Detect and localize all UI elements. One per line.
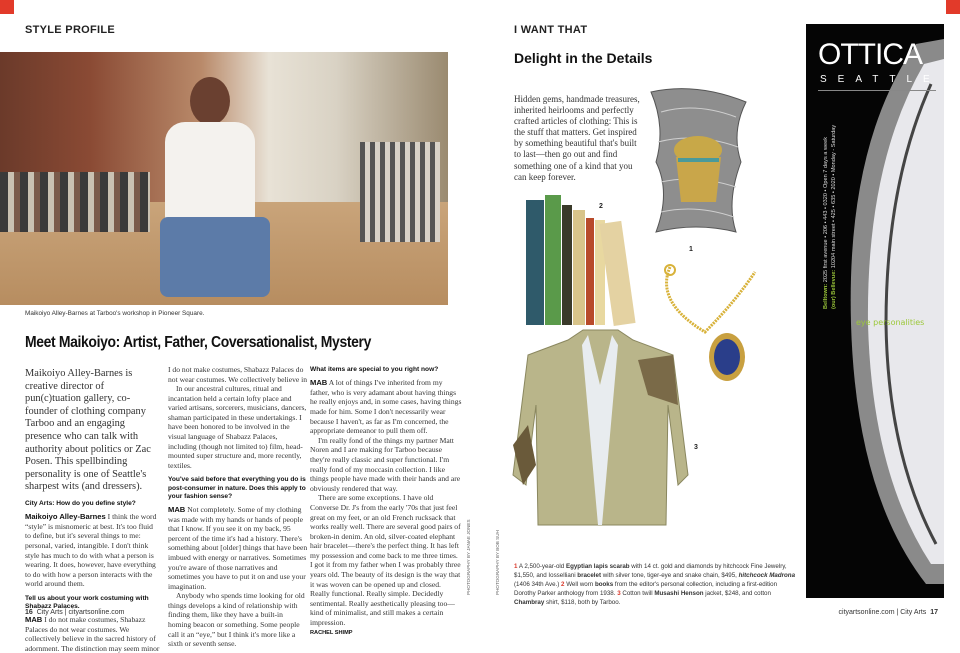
answer-text: In our ancestral cultures, ritual and incantation held a certain lofty place and varied artisans, sorcerers, musicians, dancers, shaman participated in these undertakings. I have been honored to be involved in the visual language of Shabazz Palaces, including (though not limited to) film, head-mounted super structure and, more recently, textiles.: [168, 384, 307, 470]
caption-number: 1: [514, 563, 518, 570]
caption-text: with 14 ct. gold and diamonds by hitchcock Fine Jewelry, $1,550, and Iosselliani: [514, 563, 787, 579]
page-corner-tab-right: [946, 0, 960, 14]
column-3: [310, 366, 462, 638]
answer-text: Not completely. Some of my clothing was made with my hands or hands of people that I know. If you see it on my back, 95 percent of the time it's had a history. There's something about [older] things that have been imbued with energy or narratives. Sometimes you're aware of those narratives and sometimes you have to put it on and use your imagination.: [168, 504, 308, 591]
answer-text: I'm really fond of the things my partner Matt Noren and I are making for Tarboo because they're really classic and super functional. I'm really fond of my moccasin collection. I like things people have made with their hands and are obviously rendered that way.: [310, 435, 461, 493]
page-number: 16: [25, 609, 33, 616]
answer-text-continued: I do not make costumes, Shabazz Palaces do not wear costumes. We collectively believe in: [168, 365, 308, 384]
article-headline: Meet Maikoiyo: Artist, Father, Coversationalist, Mystery: [25, 334, 372, 351]
speaker-initials: MAB: [168, 504, 186, 514]
ad-divider: [818, 90, 936, 91]
ad-location: (our) Bellevue:: [831, 269, 837, 309]
item-label-3: 3: [694, 444, 698, 451]
ad-city: SEATTLE: [820, 74, 941, 85]
caption-text: A 2,500-year-old: [517, 563, 566, 570]
caption-bold: Chambray: [514, 599, 545, 606]
feature-intro: Hidden gems, handmade treasures, inherited heirlooms and perfectly crafted articles of clothing: This is the stuff that matters. Get inspired by something beautiful that's built to last—then go out and find something one of a kind that you can keep forever.: [514, 94, 640, 182]
caption-text: with silver tone, tiger-eye and snake chain, $495,: [601, 572, 739, 579]
caption-bold: hitchcock Madrona: [738, 572, 796, 579]
answer-text: Anybody who spends time looking for old things develops a kind of relationship with finding them, like they have a built-in homing beacon or something. Some people call it an “eye,” but I think it's more like a sixth or seventh sense.: [168, 591, 305, 649]
answer-text: I think the word “style” is misnomeric at best. It's too fluid to define, but it's several things to me: personal, varied, intangible. I don't think style has much to do with what a person is wearing. It does, however, have everything to do with how a person interacts with the world around them.: [25, 512, 157, 589]
section-label: STYLE PROFILE: [25, 24, 116, 36]
ad-address: 2025 first avenue • 206 • 443 • 0320 • Open 7 days a week: [823, 136, 829, 284]
speaker-name: Maikoiyo Alley-Barnes: [25, 512, 106, 522]
caption-bold: books: [594, 581, 614, 588]
caption-bold: Egyptian lapis scarab: [565, 563, 630, 570]
caption-text: shirt, $118, both by Tarboo.: [544, 599, 621, 606]
photo-credit: PHOTOGRAPHY BY BOB SUH: [495, 530, 500, 595]
ad-location: Belltown:: [823, 283, 829, 309]
section-label: I WANT THAT: [514, 24, 588, 36]
question: Tell us about your work costuming with Shabazz Palaces.: [25, 594, 149, 611]
eyeglasses-image: [806, 24, 944, 598]
column-2: [168, 365, 308, 649]
question: What items are special to you right now?: [310, 366, 439, 373]
answer-text: There are some exceptions. I have old Converse Dr. J's from the early '70s that just feel great on my feet, or an old French rucksack that works really well. There are several good pairs of broken-in denim. An old, silver-coated elephant hair bracelet—there's the perfect thing. It has left my possession and come back to me three times. I got it from my father when I was probably three years old. The beauty of its design is the way that it was woven can be opened up and closed. Really functional. Really simple. Decidedly sentimental. Really aesthetically pleasing too—kind of minimalist, and still makes a certain impression.: [310, 493, 461, 628]
page-corner-tab-left: [0, 0, 14, 14]
caption-text: Well worn: [564, 581, 595, 588]
intro-paragraph: Maikoiyo Alley-Barnes is creative director of pun(c)tuation gallery, co-founder of clothing company Tarboo and an engaging presence who can talk with authority about politics or Zac Posen. This spellbinding personality is one of Seattle's sharpest wits (and dressers).: [25, 368, 151, 493]
footer-right: [839, 609, 938, 616]
ad-address: 10204 main street • 425 • 635 • 2020 • Monday - Saturday: [831, 124, 837, 270]
item-label-2: 2: [599, 203, 603, 210]
page-number: 17: [930, 609, 938, 616]
caption-bold: Musashi Henson: [654, 590, 704, 597]
footer-text: City Arts | cityartsonline.com: [36, 609, 125, 616]
question: You've said before that everything you do is post-consumer in nature. Does this apply to your fashion sense?: [168, 476, 306, 500]
ad-addresses: [822, 125, 838, 309]
footer-left: [25, 609, 124, 616]
ad-tagline: eye personalities: [856, 318, 925, 327]
caption-number: 2: [561, 581, 565, 588]
caption-number: 3: [617, 590, 621, 597]
speaker-initials: MAB: [310, 378, 328, 388]
books-image: [524, 190, 636, 330]
portrait-photo: [0, 52, 448, 305]
photo-caption: Maikoiyo Alley-Barnes at Tarboo's workshop in Pioneer Square.: [25, 310, 205, 317]
speaker-initials: MAB: [25, 615, 43, 625]
caption-text: jacket, $248, and cotton: [703, 590, 771, 597]
footer-text: cityartsonline.com | City Arts: [838, 609, 927, 616]
caption-bold: bracelet: [577, 572, 602, 579]
photo-credit: PHOTOGRAPHY BY JANAE JONES: [466, 519, 471, 595]
feature-headline: Delight in the Details: [514, 50, 653, 66]
ottica-advertisement[interactable]: [806, 24, 944, 598]
byline: RACHEL SHIMP: [310, 629, 353, 636]
ad-brand-logo: OTTICA: [818, 38, 922, 71]
answer-text: I do not make costumes, Shabazz Palaces do not wear costumes. We collectively believe in the sacred history of adornment. The distinction may seem minor: [25, 615, 160, 653]
caption-text: Cotton twill: [620, 590, 655, 597]
caption-text: from the editor's personal collection, including a first-edition Dorothy Parker anthology from 1938.: [514, 581, 778, 597]
bracelet-image: [636, 82, 766, 242]
jacket-image: [508, 325, 693, 535]
answer-text: A lot of things I've inherited from my father, who is very adamant about having things he really enjoys and, in some cases, having things made for him. Some I don't necessarily wear because I haven't, as far as I'm concerned, the appropriate demeanor to pull them off.: [310, 378, 462, 436]
product-caption: [514, 562, 799, 607]
question: City Arts: How do you define style?: [25, 499, 136, 507]
caption-text: (1406 34th Ave.): [514, 581, 562, 588]
item-label-1: 1: [689, 246, 693, 253]
